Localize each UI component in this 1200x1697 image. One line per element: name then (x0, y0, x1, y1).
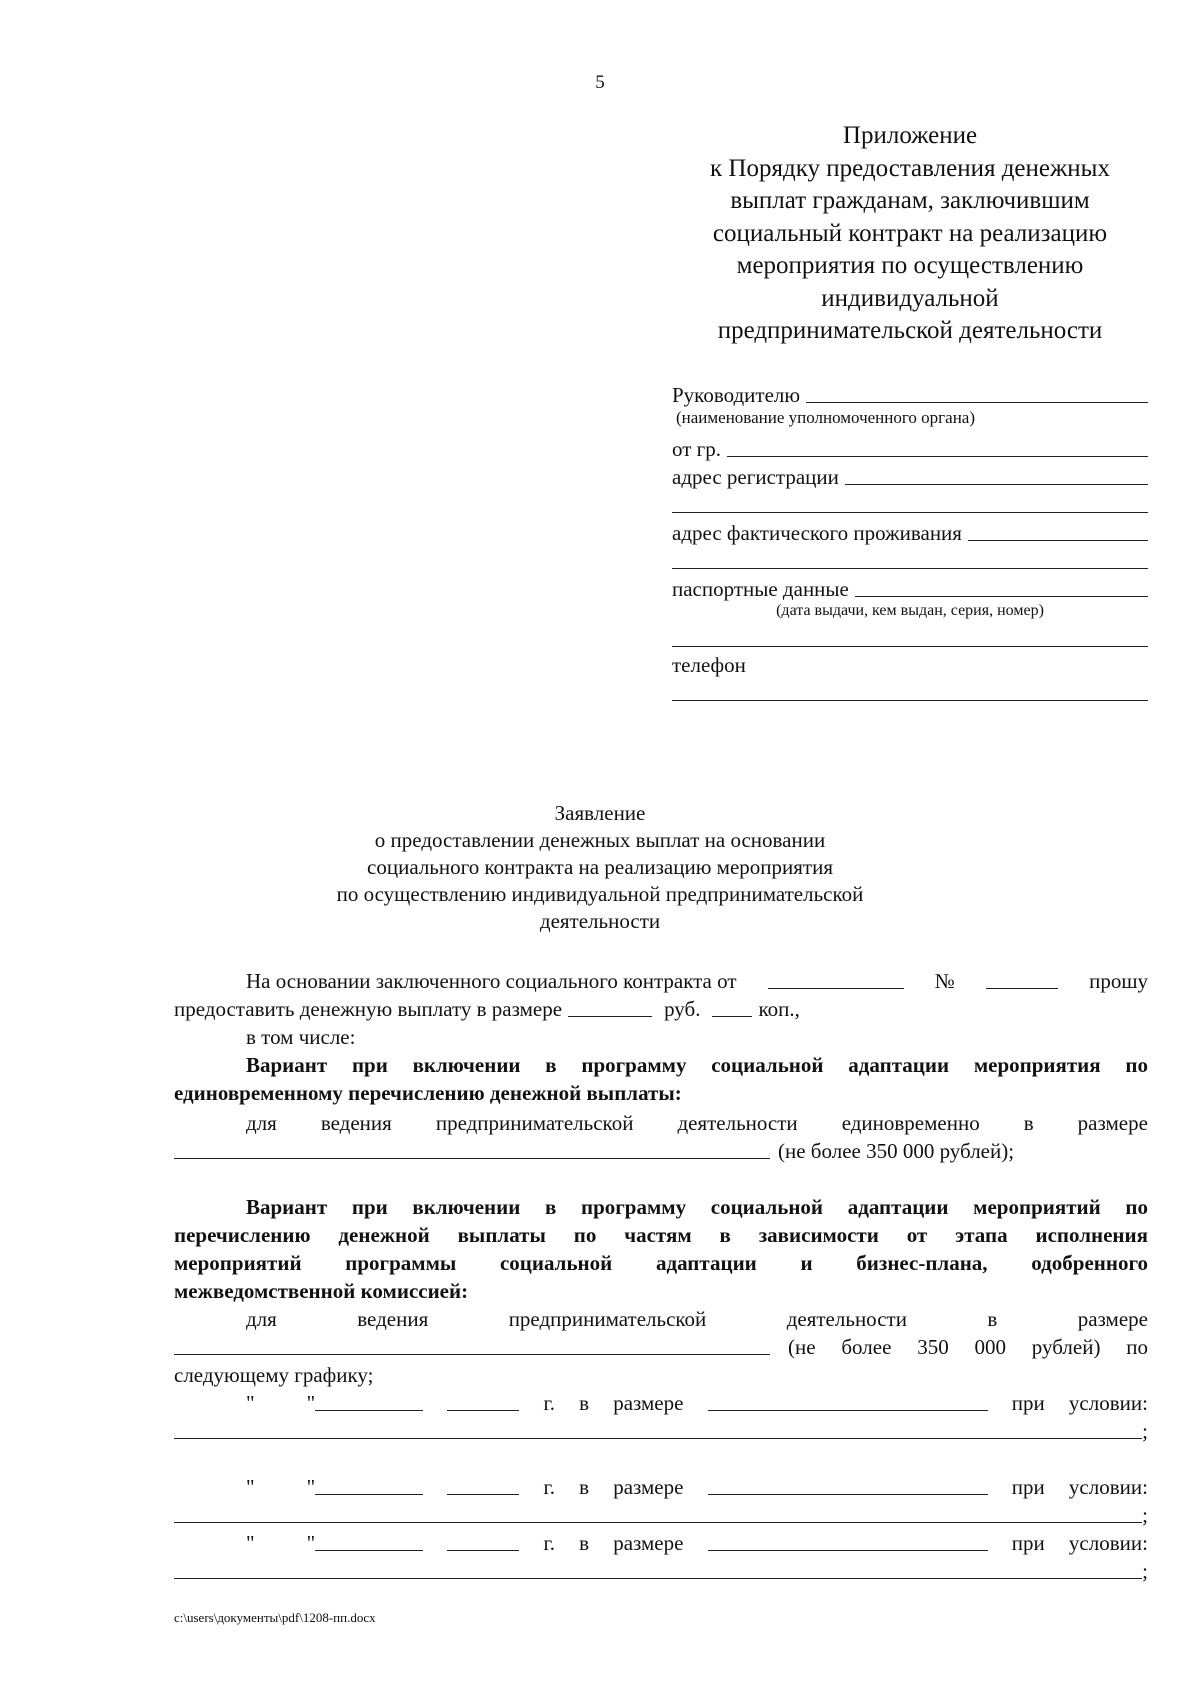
variant2-amount-line (174, 1332, 1148, 1360)
variant1-text-line (246, 1108, 1148, 1136)
variant1-amount-line (174, 1136, 1148, 1164)
reg-address-field[interactable] (672, 462, 1148, 490)
reg-address-line2[interactable] (672, 490, 1148, 518)
v1-word: для (246, 1111, 277, 1135)
appendix-line: к Порядку предоставления денежных (710, 154, 1110, 182)
v2-word: размере (1077, 1307, 1148, 1331)
quote: " (246, 1391, 255, 1415)
phone-line[interactable] (672, 678, 1148, 706)
v1-word: в (1023, 1111, 1034, 1135)
variant2-heading-line3 (174, 1248, 1148, 1276)
cond-label: при (1011, 1531, 1045, 1555)
phone-field (672, 650, 1148, 678)
quote: " (306, 1531, 316, 1555)
from-field[interactable] (672, 434, 1148, 462)
schedule-year-blank[interactable] (447, 1533, 519, 1551)
amount-line (174, 994, 1148, 1022)
v1-word: размере (1077, 1111, 1148, 1135)
kop-blank[interactable] (712, 999, 752, 1017)
appendix-line: выплат гражданам, заключившим (730, 187, 1090, 214)
schedule-day-month-blank[interactable] (315, 1393, 423, 1411)
appendix-line: индивидуальной (821, 284, 999, 312)
schedule-row-1 (246, 1388, 1148, 1416)
schedule-amount-blank[interactable] (708, 1533, 988, 1551)
v1-limit: (не более 350 000 рублей); (778, 1139, 1015, 1163)
schedule-amount-blank[interactable] (708, 1477, 988, 1495)
passport-note: (дата выдачи, кем выдан, серия, номер) (776, 602, 1044, 619)
appendix-line: Приложение (842, 122, 978, 149)
cond-label: условии: (1068, 1531, 1148, 1555)
quote: " (246, 1475, 255, 1499)
kop-label: коп., (758, 997, 800, 1021)
v1-word: единовременно (841, 1111, 980, 1135)
number-sign: № (934, 969, 955, 993)
phone-blank[interactable] (672, 683, 1148, 701)
variant2-text-line (246, 1304, 1148, 1332)
contract-line (246, 966, 1148, 994)
reg-address-label: адрес регистрации (672, 465, 839, 489)
v1-amount-blank[interactable] (174, 1141, 770, 1159)
including-line (246, 1022, 1200, 1050)
variant2-heading-line4 (174, 1276, 1148, 1304)
amount-label: размере (613, 1475, 684, 1499)
schedule-year-blank[interactable] (447, 1477, 519, 1495)
schedule-cond-line-2 (174, 1500, 1148, 1528)
head-label: Руководителю (672, 383, 801, 407)
appendix-header (670, 120, 1150, 348)
quote: " (306, 1475, 316, 1499)
variant2-heading-line1 (246, 1192, 1148, 1220)
passport-blank-2[interactable] (672, 629, 1148, 647)
v2-word: в (987, 1307, 998, 1331)
v1-word: деятельности (677, 1111, 798, 1135)
application-title-line: по осуществлению индивидуальной предпринимательской (336, 882, 864, 906)
schedule-line (174, 1360, 1148, 1388)
cond-label: условии: (1068, 1391, 1148, 1415)
v2-limit: (не более 350 000 рублей) по (788, 1335, 1148, 1359)
from-blank[interactable] (727, 439, 1148, 457)
amount-text: предоставить денежную выплату в размере (174, 997, 563, 1021)
v1-word: ведения (320, 1111, 392, 1135)
v2-amount-blank[interactable] (174, 1337, 770, 1355)
in-label: в (579, 1391, 590, 1415)
schedule-cond-line-3 (174, 1556, 1148, 1584)
semicolon: ; (1142, 1503, 1148, 1527)
variant2-heading: Вариант при включении в программу социальной адаптации мероприятий по (246, 1195, 1148, 1219)
application-title-line: деятельности (539, 909, 661, 933)
variant2-heading-cont: мероприятий программы социальной адаптации и бизнес-плана, одобренного (174, 1251, 1148, 1275)
head-blank[interactable] (806, 385, 1148, 403)
variant1-heading: Вариант при включении в программу социальной адаптации мероприятия по (246, 1053, 1148, 1077)
schedule-amount-blank[interactable] (708, 1393, 988, 1411)
cond-label: условии: (1068, 1475, 1148, 1499)
schedule-row-3 (246, 1528, 1148, 1556)
schedule-condition-blank[interactable] (174, 1561, 1142, 1579)
year-label: г. (543, 1475, 555, 1499)
application-title-line: о предоставлении денежных выплат на основании (374, 828, 826, 852)
passport-line2[interactable] (672, 624, 1148, 652)
v2-word: ведения (357, 1307, 429, 1331)
year-label: г. (543, 1531, 555, 1555)
schedule-row-2 (246, 1472, 1148, 1500)
semicolon: ; (1142, 1559, 1148, 1583)
actual-address-line2[interactable] (672, 546, 1148, 574)
passport-blank[interactable] (855, 579, 1148, 597)
variant2-heading-line2 (174, 1220, 1148, 1248)
actual-address-blank-2[interactable] (672, 551, 1148, 569)
quote: " (306, 1391, 316, 1415)
reg-address-blank[interactable] (845, 467, 1148, 485)
footer-file-path: c:\users\документы\pdf\1208-пп.docx (174, 1610, 376, 1625)
variant2-heading-cont: перечислению денежной выплаты по частям в зависимости от этапа исполнения (174, 1223, 1148, 1247)
application-title-line: Заявление (554, 801, 646, 825)
variant2-heading-cont: межведомственной комиссией: (174, 1279, 469, 1303)
actual-address-field[interactable] (672, 518, 1148, 546)
cond-label: при (1011, 1391, 1045, 1415)
application-title (0, 800, 1200, 935)
head-field[interactable] (672, 380, 1148, 408)
phone-label: телефон (672, 653, 746, 677)
application-title-line: социального контракта на реализацию мероприятия (367, 855, 833, 879)
schedule-text: следующему графику; (174, 1363, 374, 1387)
page-number: 5 (595, 72, 605, 93)
v1-word: предпринимательской (435, 1111, 634, 1135)
appendix-line: предпринимательской деятельности (717, 317, 1103, 344)
rub-label: руб. (664, 997, 701, 1021)
variant1-heading-line2 (174, 1078, 1148, 1106)
contract-date-blank[interactable] (768, 971, 904, 989)
semicolon: ; (1142, 1419, 1148, 1443)
schedule-day-month-blank[interactable] (315, 1477, 423, 1495)
schedule-condition-blank[interactable] (174, 1421, 1142, 1439)
schedule-cond-line-1 (174, 1416, 1148, 1444)
passport-field[interactable] (672, 574, 1148, 602)
variant1-heading-line1 (246, 1050, 1148, 1078)
passport-label: паспортные данные (672, 577, 849, 601)
contract-number-blank[interactable] (986, 971, 1058, 989)
amount-label: размере (613, 1531, 684, 1555)
schedule-year-blank[interactable] (447, 1393, 519, 1411)
including-text: в том числе: (246, 1025, 356, 1049)
appendix-line: социальный контракт на реализацию (712, 219, 1108, 247)
head-note: (наименование уполномоченного органа) (676, 408, 976, 427)
actual-address-label: адрес фактического проживания (672, 521, 962, 545)
amount-label: размере (613, 1391, 684, 1415)
rub-blank[interactable] (568, 999, 652, 1017)
year-label: г. (543, 1391, 555, 1415)
v2-word: деятельности (786, 1307, 907, 1331)
appendix-line: мероприятия по осуществлению (736, 252, 1084, 279)
quote: " (246, 1531, 255, 1555)
cond-label: при (1011, 1475, 1045, 1499)
schedule-day-month-blank[interactable] (315, 1533, 423, 1551)
schedule-condition-blank[interactable] (174, 1505, 1142, 1523)
actual-address-blank[interactable] (968, 523, 1148, 541)
v2-word: для (246, 1307, 277, 1331)
in-label: в (579, 1531, 590, 1555)
reg-address-blank-2[interactable] (672, 495, 1148, 513)
request-text: прошу (1089, 969, 1148, 993)
in-label: в (579, 1475, 590, 1499)
variant1-heading-cont: единовременному перечислению денежной выплаты: (174, 1081, 682, 1105)
from-label: от гр. (672, 437, 722, 461)
contract-text: На основании заключенного социального контракта от (246, 969, 737, 993)
v2-word: предпринимательской (508, 1307, 707, 1331)
